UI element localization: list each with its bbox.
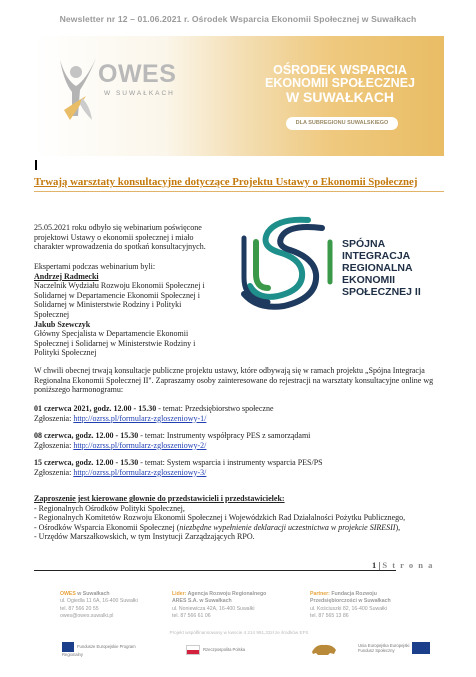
fe-star-icon — [62, 642, 74, 652]
footer-partner: Partner: Fundacja Rozwoju Przedsiębiorczości w Suwałkach ul. Kościuszki 82, 16-400 Suwałki tel. 87 565 13 86 — [310, 591, 391, 620]
owes-logo-subtext: W SUWAŁKACH — [104, 90, 175, 97]
footer-leader: Lider: Agencja Rozwoju Regionalnego ARES S.A. w Suwałkach ul. Noniewicza 42A, 16-400 Suwałki tel. 87 566 61 06 — [172, 591, 267, 620]
expert-2-role: Główny Specjalista w Departamencie Ekonomii Społecznej i Solidarnej w Ministerstwie Rodziny i Polityki Społecznej — [34, 329, 196, 358]
session-1-reg-label: Zgłoszenia: — [34, 413, 74, 423]
page-footer-line — [34, 570, 396, 571]
invitation-item-3: - Ośrodków Wsparcia Ekonomii Społecznej (niezbędne wypełnienie deklaracji uczestnictwa w projekcie SIRESII), — [34, 522, 401, 532]
newsletter-header: Newsletter nr 12 – 01.06.2021 r. Ośrodek Wsparcia Ekonomii Społecznej w Suwałkach — [59, 14, 417, 24]
consultation-paragraph: W chwili obecnej trwają konsultacje publiczne projektu ustawy, które odbywają się w ramach projektu „Spójna Integracja Regionalna Ekonomii Społecznej II". Zapraszamy osoby zainteresowane do rejestracji na warsztaty konsultacyjne online wg poniższego harmonogramu: — [34, 366, 434, 395]
invitation-block — [34, 494, 442, 542]
funding-note: Projekt współfinansowany w kwocie 4 214 991,33zł ze środków EFS — [169, 630, 309, 635]
text-cursor — [35, 160, 37, 170]
expert-2-name: Jakub Szewczyk — [34, 319, 91, 329]
article-title: Trwają warsztaty konsultacyjne dotyczące Projektu Ustawy o Ekonomii Społecznej — [34, 176, 418, 188]
page-number: 1 | S t r o n a — [372, 560, 434, 570]
podlaskie-bison-icon — [310, 642, 338, 656]
session-2-date: 08 czerwca, godz. 12.00 - 15.30 — [34, 431, 139, 440]
banner-title — [240, 64, 440, 105]
session-1-link[interactable]: http://ozrss.pl/formularz-zgloszeniowy-1/ — [73, 413, 207, 423]
sires-logo-line-5: SPOŁECZNEJ II — [342, 286, 421, 298]
sires-logo-line-4: EKONOMII — [342, 274, 396, 286]
article-intro: 25.05.2021 roku odbyło się webinarium poświęcone projektowi Ustawy o ekonomii społecznej i miało charakter wprowadzenia do spotkań konsultacyjnych. — [34, 223, 206, 252]
sires-logo-line-2: INTEGRACJA — [342, 250, 411, 262]
session-3-topic: - temat: System wsparcia i instrumenty wsparcia PES/PS — [138, 458, 323, 467]
sires-logo-icon — [238, 212, 338, 316]
session-3-link[interactable]: http://ozrss.pl/formularz-zgloszeniowy-3/ — [73, 467, 207, 477]
footer-owes: OWES w Suwałkach ul. Ogiedla 11 6A, 16-400 Suwałki tel. 87 566 20 55 owes@owes.suwalki.pl — [60, 591, 138, 620]
session-2-link[interactable]: http://ozrss.pl/formularz-zgloszeniowy-2/ — [73, 440, 207, 450]
fundusze-europejskie-logo: Fundusze Europejskie Program Regionalny — [62, 642, 142, 657]
session-3 — [34, 458, 442, 477]
session-3-date: 15 czerwca, godz. 12.00 - 15.30 — [34, 458, 139, 467]
invitation-heading: Zaproszenie jest kierowane głownie do przedstawicieli i przedstawicielek: — [34, 494, 285, 503]
sires-logo-line-1: SPÓJNA — [342, 238, 386, 250]
expert-1-name: Andrzej Radmecki — [34, 271, 99, 281]
invitation-item-1: - Regionalnych Ośrodków Polityki Społecznej, — [34, 503, 185, 513]
session-2 — [34, 431, 442, 450]
session-1 — [34, 404, 442, 423]
rp-logo: Rzeczpospolita Polska — [186, 645, 246, 655]
eu-flag-icon — [412, 642, 430, 654]
session-2-topic: - temat: Instrumenty współpracy PES z samorządami — [138, 431, 311, 440]
sires-logo-line-3: REGIONALNA — [342, 262, 413, 274]
experts-heading: Ekspertami podczas webinarium byli: — [34, 262, 156, 271]
banner-subregion-pill: DLA SUBREGIONU SUWALSKIEGO — [286, 117, 398, 130]
session-2-reg-label: Zgłoszenia: — [34, 440, 74, 450]
banner-title-line-1: OŚRODEK WSPARCIA — [273, 63, 407, 77]
owes-logo-text: OWES — [98, 60, 177, 88]
invitation-item-2: - Regionalnych Komitetów Rozwoju Ekonomii Społecznej i Wojewódzkich Rad Działalności Pożytku Publicznego, — [34, 513, 406, 523]
expert-1-role: Naczelnik Wydziału Rozwoju Ekonomii Społecznej i Solidarnej w Departamencie Ekonomii Społecznej i Solidarnej w Ministerstwie Rodziny i Polityki Społecznej — [34, 281, 205, 319]
session-1-date: 01 czerwca 2021, godz. 12.00 - 15.30 — [34, 404, 157, 413]
owes-figure-icon — [56, 50, 100, 130]
sires-logo-text — [342, 238, 421, 298]
polish-flag-icon — [186, 645, 200, 655]
ue-efs-logo: Unia Europejska Europejski Fundusz Społeczny — [358, 642, 444, 654]
invitation-item-3-note: niezbędne wypełnienie deklaracji uczestnictwa w projekcie SIRESII — [179, 522, 396, 532]
session-1-topic: - temat: Przedsiębiorstwo społeczne — [156, 404, 274, 413]
title-divider — [34, 191, 444, 192]
experts-block — [34, 262, 212, 358]
invitation-item-4: - Urzędów Marszałkowskich, w tym Instytucji Zarządzających RPO. — [34, 532, 255, 542]
banner-title-line-3: W SUWAŁKACH — [285, 89, 395, 105]
banner-title-line-2: EKONOMII SPOŁECZNEJ — [264, 76, 416, 90]
session-3-reg-label: Zgłoszenia: — [34, 467, 74, 477]
